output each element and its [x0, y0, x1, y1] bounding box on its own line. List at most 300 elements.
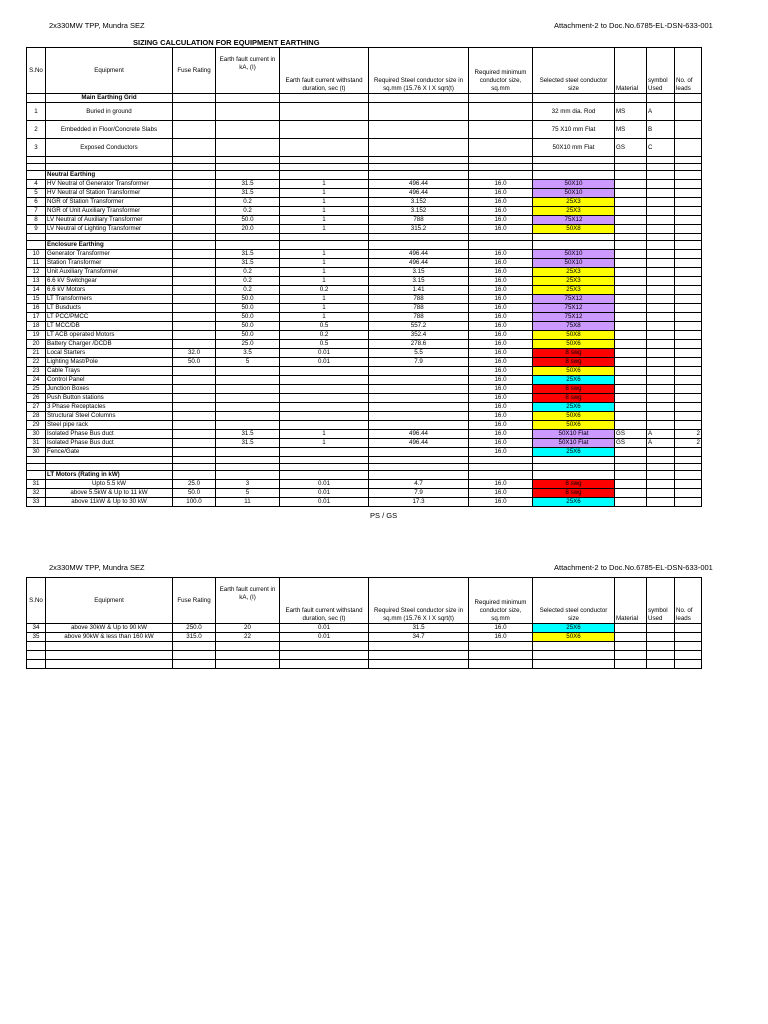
blank-cell — [469, 103, 533, 121]
material-cell — [615, 376, 647, 385]
blank-cell — [469, 464, 533, 471]
fuse-cell: 25.0 — [173, 480, 216, 489]
blank-cell — [369, 234, 469, 241]
fault-current-cell: 20 — [216, 624, 280, 633]
col-header-fuse: Fuse Rating — [173, 578, 216, 624]
min-size-cell: 16.0 — [469, 295, 533, 304]
duration-cell: 0.01 — [280, 489, 369, 498]
min-size-cell: 16.0 — [469, 358, 533, 367]
fault-current-cell: 31.5 — [216, 189, 280, 198]
leads-cell — [675, 367, 702, 376]
leads-cell — [675, 376, 702, 385]
symbol-cell — [647, 376, 675, 385]
fault-current-cell — [216, 385, 280, 394]
material-cell — [615, 180, 647, 189]
selected-size-cell: 75X12 — [533, 216, 615, 225]
table-row — [27, 277, 702, 286]
blank-cell — [647, 157, 675, 164]
duration-cell: 0.01 — [280, 633, 369, 642]
section-row — [27, 94, 702, 103]
leads-cell — [675, 295, 702, 304]
blank-cell — [173, 660, 216, 669]
col-header-min-size: Required minimum conductor size, sq.mm — [469, 578, 533, 624]
col-header-steel-size: Required Steel conductor size in sq.mm (15.76 X I X sqrt(t) — [369, 578, 469, 624]
min-size-cell: 16.0 — [469, 331, 533, 340]
blank-cell — [27, 164, 46, 171]
blank-cell — [173, 157, 216, 164]
selected-size-cell: 50X10 — [533, 189, 615, 198]
blank-cell — [46, 157, 173, 164]
duration-cell: 1 — [280, 313, 369, 322]
leads-cell — [675, 198, 702, 207]
material-cell — [615, 198, 647, 207]
sno-cell: 31 — [27, 439, 46, 448]
equipment-cell: Upto 5.5 kW — [46, 480, 173, 489]
equipment-cell: 6.6 kV Switchgear — [46, 277, 173, 286]
blank-cell — [46, 164, 173, 171]
table-row — [27, 268, 702, 277]
blank-cell — [173, 171, 216, 180]
leads-cell — [675, 207, 702, 216]
blank-cell — [533, 241, 615, 250]
selected-size-cell: 8 swg — [533, 385, 615, 394]
blank-cell — [173, 457, 216, 464]
symbol-cell: C — [647, 139, 675, 157]
duration-cell — [280, 412, 369, 421]
blank-cell — [27, 157, 46, 164]
min-size-cell: 16.0 — [469, 439, 533, 448]
blank-cell — [469, 471, 533, 480]
blank-cell — [216, 234, 280, 241]
sno-cell: 4 — [27, 180, 46, 189]
symbol-cell — [647, 421, 675, 430]
table-row — [27, 322, 702, 331]
blank-cell — [533, 171, 615, 180]
blank-cell — [369, 171, 469, 180]
blank-cell — [647, 464, 675, 471]
table-row — [27, 259, 702, 268]
min-size-cell: 16.0 — [469, 189, 533, 198]
section-title: LT Motors (Rating in kW) — [46, 471, 173, 480]
selected-size-cell: 25X3 — [533, 268, 615, 277]
min-size-cell: 16.0 — [469, 349, 533, 358]
leads-cell — [675, 121, 702, 139]
fuse-cell — [173, 189, 216, 198]
symbol-cell — [647, 367, 675, 376]
col-header-material: Material — [615, 48, 647, 94]
fuse-cell — [173, 268, 216, 277]
duration-cell: 0.5 — [280, 322, 369, 331]
fuse-cell — [173, 385, 216, 394]
symbol-cell — [647, 394, 675, 403]
selected-size-cell: 50X10 — [533, 259, 615, 268]
blank-cell — [469, 660, 533, 669]
blank-cell — [615, 651, 647, 660]
selected-size-cell: 50X10 Flat — [533, 430, 615, 439]
blank-row — [27, 642, 702, 651]
equipment-cell: above 30kW & Up to 90 kW — [46, 624, 173, 633]
blank-cell — [46, 457, 173, 464]
table-row — [27, 448, 702, 457]
symbol-cell — [647, 268, 675, 277]
steel-size-cell: 1.41 — [369, 286, 469, 295]
table-row — [27, 225, 702, 234]
equipment-cell: Control Panel — [46, 376, 173, 385]
equipment-cell: Local Starters — [46, 349, 173, 358]
min-size-cell: 16.0 — [469, 216, 533, 225]
steel-size-cell: 315.2 — [369, 225, 469, 234]
blank-cell — [280, 241, 369, 250]
steel-size-cell — [369, 448, 469, 457]
sno-cell: 23 — [27, 367, 46, 376]
steel-size-cell: 788 — [369, 216, 469, 225]
blank-cell — [280, 139, 369, 157]
blank-row — [27, 457, 702, 464]
material-cell — [615, 340, 647, 349]
leads-cell — [675, 189, 702, 198]
fault-current-cell: 31.5 — [216, 259, 280, 268]
symbol-cell: B — [647, 121, 675, 139]
sno-cell: 33 — [27, 498, 46, 507]
material-cell: GS — [615, 430, 647, 439]
material-cell — [615, 250, 647, 259]
fuse-cell — [173, 340, 216, 349]
duration-cell: 1 — [280, 277, 369, 286]
selected-size-cell: 50X6 — [533, 340, 615, 349]
symbol-cell — [647, 403, 675, 412]
table-row — [27, 358, 702, 367]
fuse-cell — [173, 394, 216, 403]
material-cell — [615, 225, 647, 234]
equipment-cell: LT Transformers — [46, 295, 173, 304]
steel-size-cell: 3.15 — [369, 277, 469, 286]
blank-cell — [615, 171, 647, 180]
duration-cell: 0.2 — [280, 286, 369, 295]
sno-cell: 21 — [27, 349, 46, 358]
section-row — [27, 471, 702, 480]
duration-cell: 1 — [280, 430, 369, 439]
blank-cell — [533, 164, 615, 171]
fuse-cell — [173, 250, 216, 259]
blank-cell — [216, 660, 280, 669]
fuse-cell — [173, 367, 216, 376]
blank-cell — [369, 139, 469, 157]
fuse-cell: 32.0 — [173, 349, 216, 358]
blank-row — [27, 157, 702, 164]
blank-cell — [533, 234, 615, 241]
table-row — [27, 430, 702, 439]
min-size-cell: 16.0 — [469, 489, 533, 498]
blank-cell — [615, 660, 647, 669]
sno-cell: 19 — [27, 331, 46, 340]
sno-cell: 15 — [27, 295, 46, 304]
blank-cell — [280, 464, 369, 471]
steel-size-cell — [369, 385, 469, 394]
equipment-cell: Station Transformer — [46, 259, 173, 268]
fuse-cell — [173, 277, 216, 286]
duration-cell: 0.01 — [280, 624, 369, 633]
section-row — [27, 241, 702, 250]
material-cell — [615, 498, 647, 507]
equipment-cell: NGR of Unit Auxiliary Transformer — [46, 207, 173, 216]
selected-size-cell: 50X10 — [533, 250, 615, 259]
material-cell — [615, 421, 647, 430]
steel-size-cell — [369, 394, 469, 403]
steel-size-cell: 496.44 — [369, 189, 469, 198]
blank-cell — [615, 94, 647, 103]
leads-cell — [675, 268, 702, 277]
leads-cell — [675, 139, 702, 157]
symbol-cell — [647, 340, 675, 349]
blank-cell — [280, 234, 369, 241]
selected-size-cell: 8 swg — [533, 358, 615, 367]
blank-cell — [27, 464, 46, 471]
duration-cell: 1 — [280, 207, 369, 216]
sno-cell: 17 — [27, 313, 46, 322]
equipment-cell: LV Neutral of Auxiliary Transformer — [46, 216, 173, 225]
sno-cell: 3 — [27, 139, 46, 157]
blank-row — [27, 651, 702, 660]
fuse-cell: 50.0 — [173, 358, 216, 367]
symbol-cell — [647, 489, 675, 498]
min-size-cell: 16.0 — [469, 277, 533, 286]
selected-size-cell: 50X8 — [533, 331, 615, 340]
sno-cell: 12 — [27, 268, 46, 277]
leads-cell — [675, 448, 702, 457]
blank-cell — [469, 164, 533, 171]
symbol-cell: A — [647, 430, 675, 439]
selected-size-cell: 75X12 — [533, 313, 615, 322]
col-header-symbol: symbol Used — [647, 578, 675, 624]
table-row — [27, 624, 702, 633]
duration-cell: 1 — [280, 225, 369, 234]
symbol-cell — [647, 349, 675, 358]
steel-size-cell: 31.5 — [369, 624, 469, 633]
table-row — [27, 376, 702, 385]
min-size-cell: 16.0 — [469, 421, 533, 430]
symbol-cell — [647, 259, 675, 268]
duration-cell: 1 — [280, 259, 369, 268]
leads-cell — [675, 358, 702, 367]
leads-cell — [675, 489, 702, 498]
duration-cell: 0.01 — [280, 358, 369, 367]
duration-cell: 1 — [280, 189, 369, 198]
table-row — [27, 295, 702, 304]
leads-cell — [675, 331, 702, 340]
material-cell — [615, 633, 647, 642]
fuse-cell — [173, 439, 216, 448]
min-size-cell: 16.0 — [469, 259, 533, 268]
blank-cell — [675, 471, 702, 480]
fault-current-cell: 0.2 — [216, 198, 280, 207]
fault-current-cell: 20.0 — [216, 225, 280, 234]
symbol-cell — [647, 313, 675, 322]
duration-cell: 0.2 — [280, 331, 369, 340]
duration-cell — [280, 385, 369, 394]
sno-cell: 20 — [27, 340, 46, 349]
leads-cell — [675, 216, 702, 225]
symbol-cell — [647, 207, 675, 216]
sno-cell: 29 — [27, 421, 46, 430]
blank-cell — [173, 139, 216, 157]
selected-size-cell: 8 swg — [533, 394, 615, 403]
blank-cell — [675, 660, 702, 669]
page-footer: PS / GS — [370, 511, 398, 520]
blank-cell — [280, 660, 369, 669]
equipment-cell: Unit Auxiliary Transformer — [46, 268, 173, 277]
blank-cell — [647, 171, 675, 180]
selected-size-cell: 50X10 Flat — [533, 439, 615, 448]
duration-cell — [280, 421, 369, 430]
fault-current-cell — [216, 421, 280, 430]
blank-cell — [675, 464, 702, 471]
blank-cell — [173, 642, 216, 651]
steel-size-cell: 496.44 — [369, 250, 469, 259]
equipment-cell: NGR of Station Transformer — [46, 198, 173, 207]
blank-cell — [27, 651, 46, 660]
min-size-cell: 16.0 — [469, 367, 533, 376]
blank-cell — [647, 241, 675, 250]
steel-size-cell: 788 — [369, 313, 469, 322]
blank-cell — [615, 157, 647, 164]
fuse-cell — [173, 216, 216, 225]
table-row — [27, 189, 702, 198]
equipment-cell: LT Busducts — [46, 304, 173, 313]
blank-cell — [280, 157, 369, 164]
steel-size-cell — [369, 367, 469, 376]
blank-cell — [533, 94, 615, 103]
blank-cell — [173, 241, 216, 250]
material-cell — [615, 313, 647, 322]
leads-cell — [675, 340, 702, 349]
fuse-cell — [173, 207, 216, 216]
sheet-title: SIZING CALCULATION FOR EQUIPMENT EARTHING — [133, 38, 320, 47]
blank-cell — [369, 642, 469, 651]
steel-size-cell: 352.4 — [369, 331, 469, 340]
min-size-cell: 16.0 — [469, 430, 533, 439]
leads-cell — [675, 304, 702, 313]
blank-cell — [647, 660, 675, 669]
blank-cell — [533, 157, 615, 164]
fault-current-cell: 3 — [216, 480, 280, 489]
material-cell — [615, 295, 647, 304]
duration-cell: 0.01 — [280, 498, 369, 507]
blank-cell — [173, 651, 216, 660]
material-cell — [615, 480, 647, 489]
blank-cell — [615, 642, 647, 651]
blank-cell — [27, 241, 46, 250]
min-size-cell: 16.0 — [469, 198, 533, 207]
leads-cell — [675, 322, 702, 331]
material-cell: GS — [615, 139, 647, 157]
duration-cell: 1 — [280, 198, 369, 207]
material-cell — [615, 277, 647, 286]
steel-size-cell: 496.44 — [369, 180, 469, 189]
table-row — [27, 421, 702, 430]
material-cell — [615, 216, 647, 225]
fault-current-cell — [216, 394, 280, 403]
equipment-cell: Junction Boxes — [46, 385, 173, 394]
min-size-cell: 16.0 — [469, 624, 533, 633]
blank-cell — [469, 457, 533, 464]
fuse-cell — [173, 331, 216, 340]
blank-cell — [27, 471, 46, 480]
blank-cell — [173, 121, 216, 139]
fuse-cell — [173, 286, 216, 295]
min-size-cell: 16.0 — [469, 304, 533, 313]
leads-cell — [675, 385, 702, 394]
material-cell — [615, 259, 647, 268]
sno-cell: 31 — [27, 480, 46, 489]
steel-size-cell — [369, 421, 469, 430]
selected-size-cell: 25X6 — [533, 376, 615, 385]
fuse-cell — [173, 313, 216, 322]
table-row — [27, 633, 702, 642]
min-size-cell: 16.0 — [469, 480, 533, 489]
leads-cell — [675, 313, 702, 322]
symbol-cell: A — [647, 439, 675, 448]
col-header-symbol: symbol Used — [647, 48, 675, 94]
steel-size-cell: 278.6 — [369, 340, 469, 349]
sno-cell: 22 — [27, 358, 46, 367]
material-cell — [615, 367, 647, 376]
sno-cell: 32 — [27, 489, 46, 498]
table-row — [27, 403, 702, 412]
min-size-cell: 16.0 — [469, 498, 533, 507]
blank-cell — [216, 651, 280, 660]
equipment-cell: above 5.5kW & Up to 11 kW — [46, 489, 173, 498]
table-row — [27, 480, 702, 489]
blank-cell — [216, 642, 280, 651]
blank-cell — [216, 157, 280, 164]
selected-size-cell: 50X8 — [533, 225, 615, 234]
steel-size-cell: 788 — [369, 295, 469, 304]
min-size-cell: 16.0 — [469, 403, 533, 412]
header-row — [27, 48, 702, 94]
blank-cell — [533, 457, 615, 464]
blank-cell — [27, 660, 46, 669]
blank-cell — [675, 457, 702, 464]
equipment-cell: HV Neutral of Generator Transformer — [46, 180, 173, 189]
fault-current-cell: 50.0 — [216, 295, 280, 304]
fuse-cell — [173, 259, 216, 268]
fuse-cell — [173, 225, 216, 234]
selected-size-cell: 25X3 — [533, 277, 615, 286]
table-row — [27, 340, 702, 349]
blank-cell — [280, 121, 369, 139]
fault-current-cell: 0.2 — [216, 268, 280, 277]
steel-size-cell — [369, 376, 469, 385]
steel-size-cell: 7.9 — [369, 489, 469, 498]
blank-cell — [675, 171, 702, 180]
col-header-material: Material — [615, 578, 647, 624]
fault-current-cell — [216, 403, 280, 412]
fuse-cell — [173, 295, 216, 304]
col-header-selected: Selected steel conductor size — [533, 48, 615, 94]
material-cell: MS — [615, 121, 647, 139]
selected-size-cell: 25X3 — [533, 207, 615, 216]
material-cell — [615, 304, 647, 313]
leads-cell — [675, 633, 702, 642]
fault-current-cell: 11 — [216, 498, 280, 507]
equipment-cell: Structural Steel Columns — [46, 412, 173, 421]
fuse-cell — [173, 412, 216, 421]
duration-cell: 1 — [280, 216, 369, 225]
steel-size-cell: 496.44 — [369, 439, 469, 448]
table-row — [27, 198, 702, 207]
table-row — [27, 121, 702, 139]
blank-cell — [280, 471, 369, 480]
